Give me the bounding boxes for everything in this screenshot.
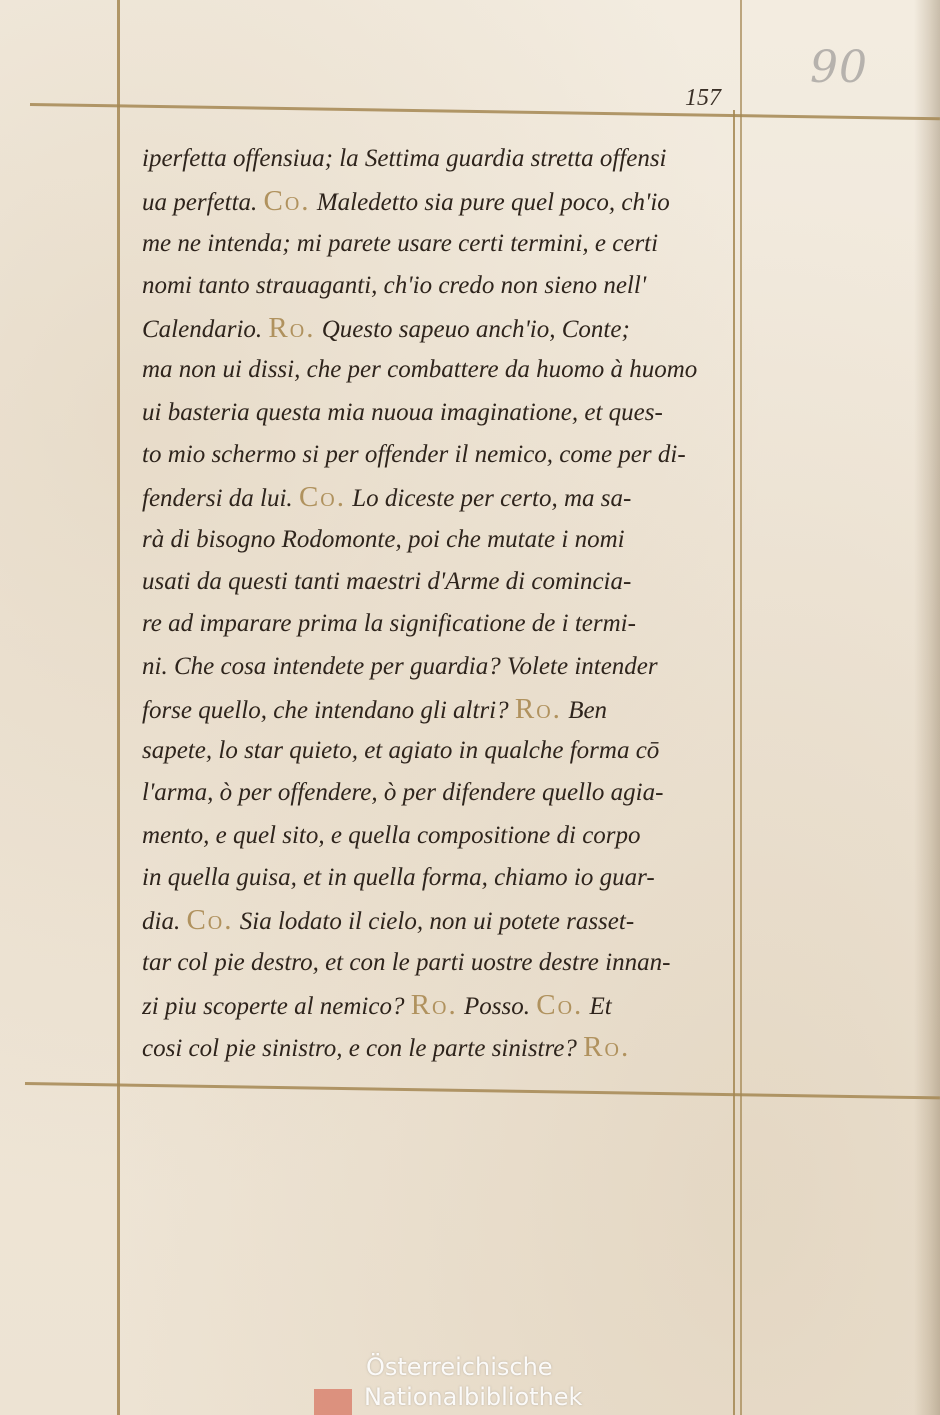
text-line — [142, 730, 732, 772]
text-segment: Sia lodato il cielo, non ui potete rasset- — [233, 908, 635, 936]
text-segment: Posso. — [457, 992, 537, 1020]
text-segment: cosi col pie sinistro, e con le parte sinistre? — [142, 1035, 584, 1063]
text-line — [142, 476, 732, 518]
text-line — [142, 138, 732, 180]
text-segment: sapete, lo star quieto, et agiato in qualche forma cō — [142, 737, 660, 765]
text-line — [142, 307, 732, 349]
speaker-rubric: Co. — [536, 988, 584, 1021]
text-segment: to mio schermo si per offender il nemico, come per di- — [142, 441, 686, 469]
text-line — [142, 392, 732, 434]
text-line — [142, 223, 732, 265]
text-line — [142, 942, 732, 984]
text-segment: Ben — [561, 696, 608, 724]
watermark-line-1: Österreichische — [366, 1353, 553, 1381]
text-line — [142, 815, 732, 857]
text-segment: l'arma, ò per offendere, ò per difendere quello agia- — [142, 779, 664, 807]
watermark-line-2: Nationalbibliothek — [364, 1383, 583, 1411]
text-segment: fendersi da lui. — [142, 485, 299, 513]
text-segment: rà di bisogno Rodomonte, poi che mutate i nomi — [142, 525, 625, 553]
watermark-logo-block — [314, 1389, 352, 1415]
text-segment: re ad imparare prima la significatione de i termi- — [142, 610, 636, 638]
text-line — [142, 265, 732, 307]
text-segment: ua perfetta. — [142, 189, 264, 217]
text-segment: usati da questi tanti maestri d'Arme di comincia- — [142, 567, 632, 595]
top-ruling-line — [30, 103, 940, 120]
text-segment: Maledetto sia pure quel poco, ch'io — [310, 189, 670, 217]
speaker-rubric: Ro. — [268, 312, 316, 345]
right-outer-ruling-line — [740, 0, 742, 1415]
text-line — [142, 646, 732, 688]
text-segment: in quella guisa, et in quella forma, chiamo io guar- — [142, 864, 655, 892]
text-line — [142, 688, 732, 730]
text-line — [142, 984, 732, 1026]
folio-number: 90 — [810, 42, 868, 93]
text-segment: Lo diceste per certo, ma sa- — [345, 485, 632, 513]
speaker-rubric: Ro. — [410, 988, 458, 1021]
text-segment: Questo sapeuo anch'io, Conte; — [315, 316, 630, 344]
page-number: 157 — [685, 85, 721, 111]
text-segment: ui basteria questa mia nuoua imaginatione, et ques- — [142, 398, 663, 426]
text-line — [142, 434, 732, 476]
text-segment: mento, e quel sito, e quella compositione di corpo — [142, 821, 641, 849]
text-line — [142, 1026, 732, 1068]
text-line — [142, 603, 732, 645]
text-segment: forse quello, che intendano gli altri? — [142, 696, 515, 724]
speaker-rubric: Co. — [263, 185, 311, 218]
speaker-rubric: Co. — [186, 904, 234, 937]
text-segment: iperfetta offensiua; la Settima guardia stretta offensi — [142, 145, 667, 172]
text-line — [142, 772, 732, 814]
page-edge-shadow — [914, 0, 940, 1415]
text-segment: ma non ui dissi, che per combattere da huomo à huomo — [142, 356, 698, 384]
text-segment: Et — [583, 992, 612, 1020]
text-segment: ni. Che cosa intendete per guardia? Volete intender — [142, 652, 658, 680]
manuscript-text-block — [142, 138, 732, 1098]
text-line — [142, 349, 732, 391]
text-segment: zi piu scoperte al nemico? — [142, 992, 411, 1020]
text-segment: nomi tanto strauaganti, ch'io credo non sieno nell' — [142, 271, 647, 299]
text-line — [142, 899, 732, 941]
speaker-rubric: Co. — [298, 481, 346, 514]
right-text-ruling-line — [733, 110, 735, 1415]
speaker-rubric: Ro. — [514, 692, 562, 725]
text-segment: Calendario. — [142, 316, 269, 344]
text-line — [142, 561, 732, 603]
text-segment: me ne intenda; mi parete usare certi termini, e certi — [142, 229, 659, 257]
library-watermark — [314, 1353, 614, 1415]
text-segment: dia. — [142, 908, 187, 936]
text-line — [142, 180, 732, 222]
left-ruling-line — [117, 0, 120, 1415]
speaker-rubric: Ro. — [583, 1031, 631, 1064]
text-segment: tar col pie destro, et con le parti uostre destre innan- — [142, 948, 671, 976]
text-line — [142, 519, 732, 561]
text-line — [142, 857, 732, 899]
